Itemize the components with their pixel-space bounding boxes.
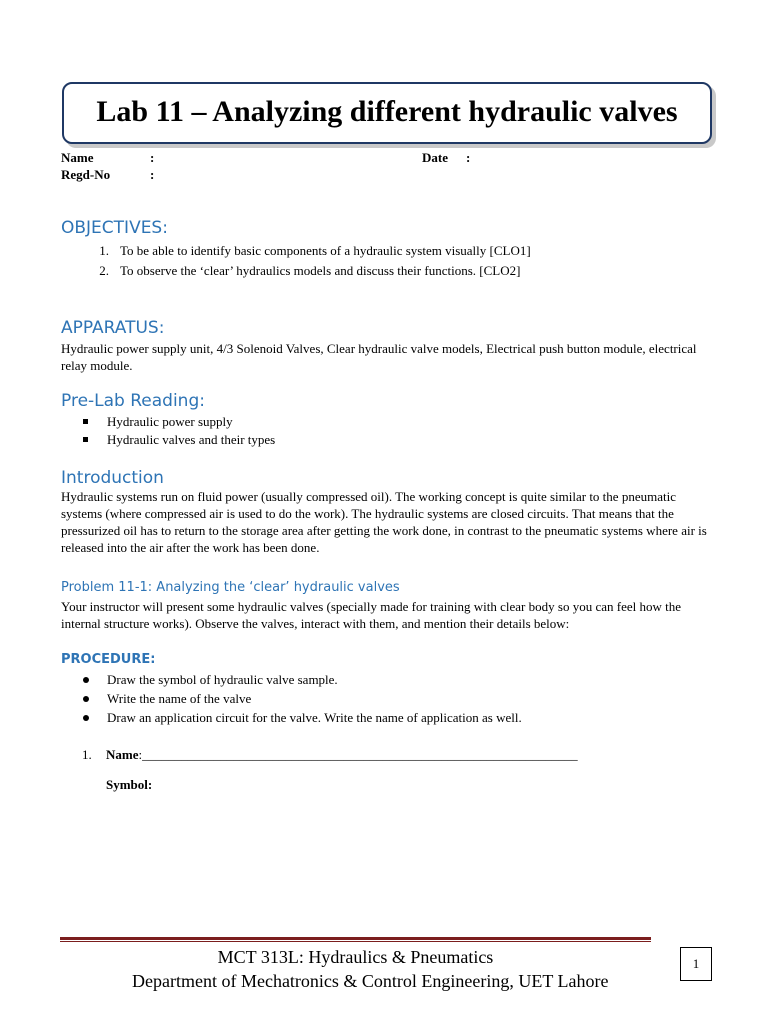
regd-colon: :	[150, 167, 155, 182]
prelab-item	[83, 431, 683, 448]
prelab-heading: Pre-Lab Reading:	[61, 391, 205, 411]
procedure-item	[83, 709, 723, 726]
bullet-icon	[83, 671, 93, 688]
date-label: Date	[422, 150, 448, 165]
regd-label: Regd-No	[61, 167, 111, 182]
answer-name-label: Name	[106, 747, 139, 762]
apparatus-heading: APPARATUS:	[61, 318, 165, 338]
page-title: Lab 11 – Analyzing different hydraulic valves	[96, 95, 678, 128]
prelab-item-text: Hydraulic power supply	[107, 414, 233, 429]
procedure-item	[83, 671, 723, 688]
bullet-icon	[83, 431, 93, 448]
footer-divider	[60, 937, 651, 940]
objective-number: 1.	[99, 243, 109, 258]
procedure-item	[83, 690, 723, 707]
footer-department: Department of Mechatronics & Control Engineering, UET Lahore	[132, 971, 609, 991]
title-box	[62, 82, 712, 144]
name-label: Name	[61, 150, 94, 165]
footer-course: MCT 313L: Hydraulics & Pneumatics	[217, 947, 494, 967]
prelab-list	[83, 413, 683, 448]
prelab-item	[83, 413, 683, 430]
objective-text: To observe the ‘clear’ hydraulics models and discuss their functions. [CLO2]	[120, 263, 521, 278]
date-colon: :	[466, 150, 471, 165]
procedure-list	[83, 671, 723, 726]
procedure-heading: PROCEDURE:	[61, 652, 156, 667]
procedure-item-text: Write the name of the valve	[107, 691, 252, 706]
answer-name-blank[interactable]: :___________________________________________________________________	[138, 747, 578, 762]
procedure-item-text: Draw an application circuit for the valve. Write the name of application as well.	[107, 710, 522, 725]
introduction-heading: Introduction	[61, 468, 164, 488]
problem-heading: Problem 11-1: Analyzing the ‘clear’ hydraulic valves	[61, 580, 400, 595]
answer-symbol-label: Symbol:	[106, 777, 153, 792]
objective-item	[85, 262, 725, 279]
objectives-heading: OBJECTIVES:	[61, 218, 168, 238]
prelab-item-text: Hydraulic valves and their types	[107, 432, 276, 447]
apparatus-text: Hydraulic power supply unit, 4/3 Solenoid Valves, Clear hydraulic valve models, Electrical push button module, electrical relay module.	[61, 341, 697, 373]
objectives-list	[85, 242, 725, 279]
answer-number: 1.	[82, 747, 92, 762]
bullet-icon	[83, 413, 93, 430]
objective-text: To be able to identify basic components of a hydraulic system visually [CLO1]	[120, 243, 531, 258]
introduction-text: Hydraulic systems run on fluid power (usually compressed oil). The working concept is quite similar to the pneumatic systems (where compressed air is used to do the work). The hydraulic systems are closed circuits. That means that the pressurized oil has to return to the storage area after getting the work done, in contrast to the pneumatic systems where air is released into the air after the work has been done.	[61, 489, 707, 555]
procedure-item-text: Draw the symbol of hydraulic valve sample.	[107, 672, 338, 687]
answer-name-row	[106, 746, 578, 763]
objective-item	[85, 242, 725, 259]
objective-number: 2.	[99, 263, 109, 278]
name-colon: :	[150, 150, 155, 165]
page-number: 1	[680, 947, 712, 981]
bullet-icon	[83, 690, 93, 707]
footer-divider-thin	[60, 941, 651, 942]
bullet-icon	[83, 709, 93, 726]
problem-text: Your instructor will present some hydraulic valves (specially made for training with clear body so you can feel how the internal structure works). Observe the valves, interact with them, and mention their details below:	[61, 599, 681, 631]
